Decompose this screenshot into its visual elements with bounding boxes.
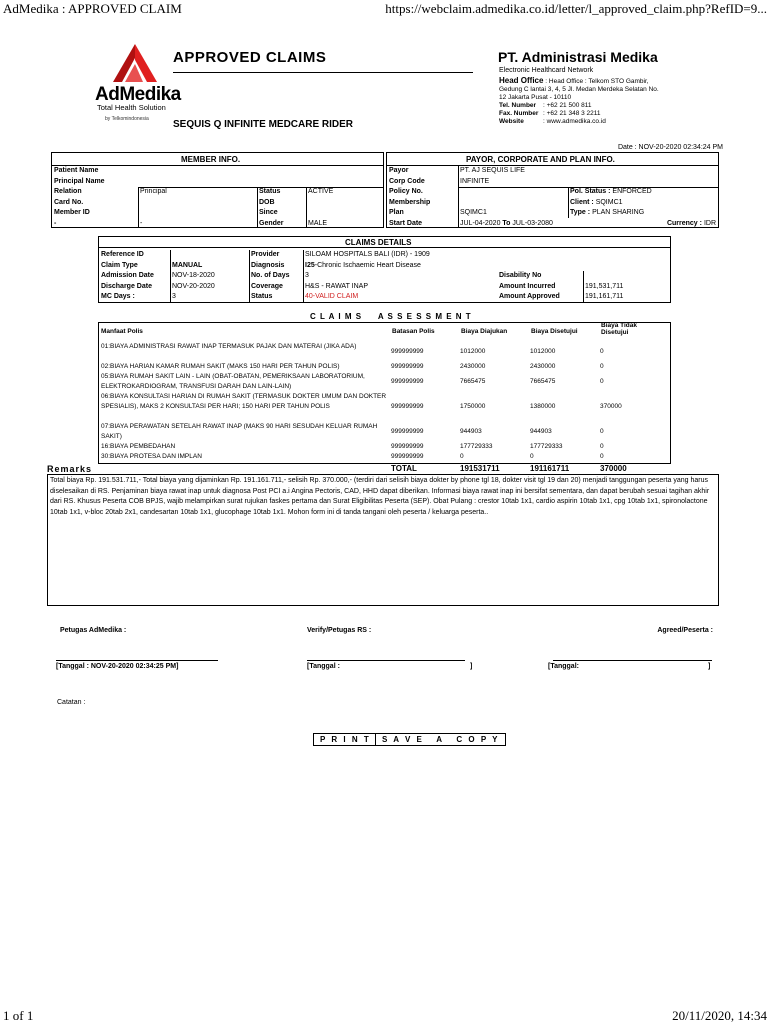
amount-cell: 999999999 <box>391 348 424 355</box>
amount-cell: 0 <box>530 453 534 460</box>
manfaat-cell: 01:BIAYA ADMINISTRASI RAWAT INAP TERMASUK PAJAK DAN MATERAI (JIKA ADA) <box>101 343 357 350</box>
amount-cell: 0 <box>600 453 604 460</box>
payor-grid-line <box>458 166 459 228</box>
assessment-header-diajukan: Biaya Diajukan <box>461 328 508 335</box>
claims-grid-line <box>303 250 304 303</box>
assessment-row <box>98 422 671 442</box>
save-copy-button[interactable]: S A V E A C O P Y <box>375 733 506 746</box>
amount-cell: 999999999 <box>391 428 424 435</box>
member-id-value: - <box>140 219 143 227</box>
member-labels-2: Status DOB Since Gender <box>259 188 284 227</box>
amount-cell: 2430000 <box>460 363 486 370</box>
amount-cell: 0 <box>460 453 464 460</box>
amount-cell: 0 <box>600 363 604 370</box>
signature-line-petugas <box>56 660 218 661</box>
payor-grid-line <box>568 187 569 218</box>
admedika-logo <box>95 44 181 124</box>
manfaat-cell: 16:BIAYA PEMBEDAHAN <box>101 443 176 450</box>
company-name: PT. Administrasi Medika <box>498 49 658 65</box>
manfaat-cell: 30:BIAYA PROTESA DAN IMPLAN <box>101 453 202 460</box>
amount-cell: 944903 <box>530 428 552 435</box>
amount-cell: 999999999 <box>391 378 424 385</box>
amount-cell: 1380000 <box>530 403 556 410</box>
claims-grid-line <box>583 271 584 303</box>
claims-values: MANUAL NOV-18-2020 NOV-20-2020 3 <box>172 261 215 300</box>
amount-cell: 0 <box>600 348 604 355</box>
total-amount: 191531711 <box>460 464 500 473</box>
amount-cell: 944903 <box>460 428 482 435</box>
manfaat-cell: 05:BIAYA RUMAH SAKIT LAIN - LAIN (OBAT-OBATAN, PEMERIKSAAN LABORATORIUM, ELEKTROKARDIOGRAM, TRANSFUSI DARAH DAN LAIN-LAIN) <box>101 373 365 390</box>
assessment-header-disetujui: Biaya Disetujui <box>531 328 578 335</box>
logo-by-telkom: by Telkomindonesia <box>105 116 149 122</box>
member-labels: Patient Name Principal Name Relation Card No. Member ID - <box>54 167 105 227</box>
remarks-title: Remarks <box>47 464 93 474</box>
amount-cell: 0 <box>600 443 604 450</box>
payor-labels: Payor Corp Code Policy No. Membership Plan Start Date <box>389 167 431 227</box>
claims-amount-values: 191,531,711 191,161,711 <box>585 282 624 300</box>
tanggal-agreed: [Tanggal: <box>548 663 579 670</box>
amount-cell: 999999999 <box>391 403 424 410</box>
print-url: https://webclaim.admedika.co.id/letter/l_approved_claim.php?RefID=9... <box>385 1 767 16</box>
claims-details-title: CLAIMS DETAILS <box>345 238 412 247</box>
amount-cell: 177729333 <box>460 443 493 450</box>
assessment-row <box>98 442 671 452</box>
remarks-text: Total biaya Rp. 191.531.711,- Total biaya yang dijaminkan Rp. 191.161.711,- selisih Rp. 370.000,- (terdiri dari selisih biaya dokter by phone tgl 18, dokter visit tgl 19 dan 20) menjadi tanggungan peserta yang harus diselesaikan di RS. Penjaminan biaya rawat inap untuk diagnosa Post PCI a.i Angina Pectoris, CAD, HHD dapat diberikan. Informasi biaya rawat inap ini bersifat sementara, dan dapat berubah sesuai tagihan akhir dari RS. Khusus Peserta COB BPJS, wajib melampirkan surat rujukan faskes pertama dan Surat Eligibilitas Peserta (SEP). Obat Pulang : crestor 10tab 1x1, cardio aspirin 10tab 1x1, cpg 10tab 1x1, spironolactone 10tab 1x1, v-bloc 20tab 2x1, candesartan 10tab 1x1, glucophage 10tab 1x1. Mohon form ini di tanda tangani oleh peserta / keluarga peserta.. <box>47 474 719 606</box>
amount-cell: 7665475 <box>530 378 556 385</box>
payor-values: PT. AJ SEQUIS LIFE INFINITE SQIMC1 JUL-04-2020 To JUL-03-2080 <box>460 167 553 227</box>
assessment-title: C L A I M S A S S E S S M E N T <box>310 312 472 321</box>
print-button[interactable]: P R I N T <box>313 733 378 746</box>
member-info-title: MEMBER INFO. <box>181 155 241 164</box>
assessment-row <box>98 452 671 462</box>
tanggal-verify: [Tanggal : <box>307 663 340 670</box>
claims-labels: Reference ID Claim Type Admission Date Discharge Date MC Days : <box>101 251 154 300</box>
print-page-count: 1 of 1 <box>3 1008 34 1023</box>
manfaat-cell: 06:BIAYA KONSULTASI HARIAN DI RUMAH SAKIT (TERMASUK DOKTER UMUM DAN DOKTER SPESIALIS), MAKS 2 KONSULTASI PER HARI; 150 HARI PER TAHUN POLIS <box>101 393 387 410</box>
amount-cell: 1012000 <box>530 348 556 355</box>
amount-cell: 177729333 <box>530 443 563 450</box>
signature-line-verify <box>307 660 465 661</box>
signature-line-agreed <box>553 660 712 661</box>
assessment-row <box>98 372 671 392</box>
payor-info-title: PAYOR, CORPORATE AND PLAN INFO. <box>466 155 615 164</box>
amount-cell: 0 <box>600 378 604 385</box>
member-grid-line <box>257 187 258 228</box>
gender-value: MALE <box>308 219 328 227</box>
claims-grid-line <box>170 250 171 303</box>
currency-info: Currency : IDR <box>666 219 716 227</box>
claims-labels-2: Provider Diagnosis No. of Days Coverage Status <box>251 251 290 300</box>
agreed-label: Agreed/Peserta : <box>657 627 713 634</box>
manfaat-cell: 07:BIAYA PERAWATAN SETELAH RAWAT INAP (MAKS 90 HARI SESUDAH KELUAR RUMAH SAKIT) <box>101 423 378 440</box>
amount-cell: 7665475 <box>460 378 486 385</box>
logo-wordmark: AdMedika <box>95 84 181 105</box>
amount-cell: 999999999 <box>391 443 424 450</box>
amount-cell: 999999999 <box>391 363 424 370</box>
claims-values-2: SILOAM HOSPITALS BALI (IDR) - 1909 I25-Chronic Ischaemic Heart Disease 3 H&S - RAWAT INAP 40-VALID CLAIM <box>305 251 430 300</box>
assessment-header-batasan: Batasan Polis <box>392 328 435 335</box>
amount-cell: 999999999 <box>391 453 424 460</box>
doc-title: APPROVED CLAIMS <box>173 49 327 66</box>
assessment-row <box>98 362 671 372</box>
company-contact: Head Office : Head Office : Telkom STO Gambir, Gedung C lantai 3, 4, 5 Jl. Medan Merdeka Selatan No. 12 Jakarta Pusat - 10110 Tel. Number : +62 21 500 811 Fax. Number : +62 21 348 3 2211 Website : www.admedika.co.id <box>499 76 659 125</box>
document-date: Date : NOV-20-2020 02:34:24 PM <box>617 144 723 151</box>
relation-value: Principal <box>140 188 167 195</box>
member-grid-line <box>138 187 384 188</box>
claims-grid-line <box>249 250 250 303</box>
assessment-row <box>98 342 671 362</box>
amount-cell: 1750000 <box>460 403 486 410</box>
member-grid-line <box>138 187 139 228</box>
amount-cell: 1012000 <box>460 348 486 355</box>
tanggal-petugas: [Tanggal : NOV-20-2020 02:34:25 PM] <box>56 663 179 670</box>
manfaat-cell: 02:BIAYA HARIAN KAMAR RUMAH SAKIT (MAKS 150 HARI PER TAHUN POLIS) <box>101 363 340 370</box>
petugas-label: Petugas AdMedika : <box>60 627 127 634</box>
title-underline <box>173 72 473 73</box>
logo-tagline: Total Health Solution <box>97 103 166 112</box>
total-amount: 191161711 <box>530 464 570 473</box>
status-value: ACTIVE <box>308 188 334 195</box>
total-amount: 370000 <box>600 464 627 473</box>
claims-amount-labels: Disability No Amount Incurred Amount Approved <box>499 272 560 300</box>
catatan-label: Catatan : <box>57 699 86 706</box>
payor-grid-line <box>458 187 719 188</box>
assessment-row <box>98 392 671 422</box>
verify-label: Verify/Petugas RS : <box>307 627 372 634</box>
amount-cell: 2430000 <box>530 363 556 370</box>
tanggal-agreed-close: ] <box>708 663 711 670</box>
rider-name: SEQUIS Q INFINITE MEDCARE RIDER <box>173 119 354 130</box>
company-subtitle: Electronic Healthcard Network <box>499 67 594 74</box>
assessment-header-manfaat: Manfaat Polis <box>101 328 143 335</box>
payor-policy-info: Pol. Status : ENFORCED Client : SQIMC1 Type : PLAN SHARING <box>570 188 652 216</box>
claims-details-divider <box>98 247 671 248</box>
print-page-title: AdMedika : APPROVED CLAIM <box>3 1 182 16</box>
tanggal-verify-close: ] <box>470 663 473 670</box>
admedika-logo-mark <box>113 44 157 86</box>
print-timestamp: 20/11/2020, 14:34 <box>672 1008 767 1023</box>
amount-cell: 370000 <box>600 403 622 410</box>
amount-cell: 0 <box>600 428 604 435</box>
member-grid-line <box>306 187 307 228</box>
assessment-header-tidak-disetujui: Biaya Tidak Disetujui <box>601 322 638 336</box>
total-label: TOTAL <box>391 464 417 473</box>
